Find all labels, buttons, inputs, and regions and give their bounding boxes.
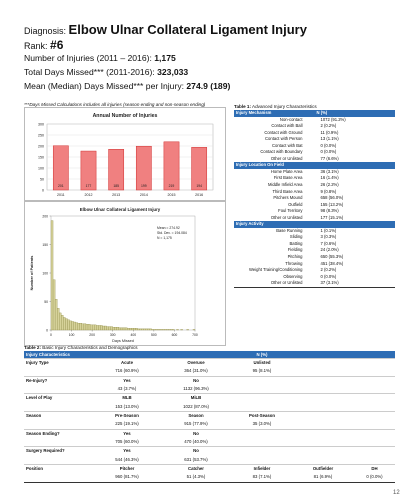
annual-injuries-chart-frame [24,107,226,201]
cell [292,385,354,394]
row-value: 2 (0.2%) [320,123,337,129]
characteristic-label: Surgery Required? [24,447,94,456]
position-values [24,473,395,482]
characteristic-label [24,456,94,465]
x-tick-label: 400 [130,333,137,337]
row-label: Fielding [287,247,303,253]
histogram-bar [84,324,86,330]
diagnosis-value: Elbow Ulnar Collateral Ligament Injury [68,22,307,37]
legend-entry: Std. Dev. = 194.084 [157,231,187,235]
histogram-bar [139,329,141,330]
x-tick-label: 2013 [112,193,121,197]
cell [354,447,395,456]
table-2-header-blank [160,351,232,359]
row-label: Middle Infield Area [268,182,303,188]
histogram-bar [70,321,72,330]
cell [354,359,395,368]
x-tick-label: 100 [68,333,75,337]
cell: Outfielder [292,465,354,474]
x-tick-label: 2015 [167,193,176,197]
characteristic-label: Season Ending? [24,429,94,438]
histogram-bar [61,315,63,330]
bar [164,142,179,190]
histogram-bar [51,221,53,330]
row-label: Batting [289,240,303,246]
season-ending-labels [24,429,395,438]
histogram-bar [152,329,154,330]
row-label: Contact with Bat [272,142,303,148]
y-tick-label: 200 [38,144,44,149]
cell: No [160,447,232,456]
y-tick-label: 100 [42,271,48,276]
injuries-line [24,53,176,63]
table-2-caption-text: Basic Injury Characteristics and Demographics [41,345,138,350]
histogram-bar [65,319,67,330]
x-tick-label: 0 [50,333,52,337]
histogram-bar [92,325,94,330]
histogram-bar [158,329,160,330]
cell [232,438,292,447]
row-value: 1 (0.1%) [320,227,337,233]
histogram-bar [98,325,100,330]
x-tick-label: 2016 [195,193,204,197]
table-2-header-blank [94,351,160,359]
histogram-bar [162,329,164,330]
histogram-bar [123,328,125,330]
days-value: 323,033 [157,67,189,77]
injuries-label: Number of Injuries (2011 – 2016): [24,53,152,63]
column-n-label: N (%) [315,110,396,117]
row-value: 0 (0.0%) [320,273,337,279]
cell [292,376,354,385]
injuries-value: 1,175 [154,53,176,63]
cell [232,429,292,438]
cell: No [160,376,232,385]
histogram-bar [80,323,82,330]
cell: 153 (13.0%) [115,403,139,409]
histogram-bar [67,320,69,330]
row-value: 37 (3.1%) [315,280,396,287]
x-tick-label: 500 [151,333,157,337]
y-tick-label: 100 [38,166,44,171]
histogram-bar [166,329,168,330]
histogram-bar [117,327,119,330]
cell: Pre-Season [94,412,160,421]
table-2-header-blank [354,351,395,359]
histogram-bar [115,327,117,330]
bar-value-label: 219 [168,184,175,188]
characteristic-label: Re-Injury? [24,376,94,385]
histogram-bar [88,324,90,330]
days-footnote: ***Days Missed Calculations includes all injuries (season ending and non-season ending) [24,102,206,107]
row-label: Observing [283,273,303,279]
cell [354,394,395,403]
x-tick-label: 2011 [56,193,65,197]
histogram-bar [172,329,174,330]
annual-injuries-chart [25,108,225,200]
histogram-bar [57,308,59,330]
cell: Season [160,412,232,421]
histogram-bar [119,328,121,330]
histogram-bar [135,328,137,330]
row-value: 36 (3.1%) [320,168,339,174]
histogram-bar [164,329,166,330]
table-2-header-blank [292,351,354,359]
mean-value: 274.9 (189) [186,81,231,91]
histogram-bar [160,329,162,330]
cell: Infielder [232,465,292,474]
row-value: 0 (0.0%) [320,149,337,155]
chart-title: Elbow Ulnar Collateral Ligament Injury [79,207,161,212]
row-label: Pitchers Mound [273,195,303,201]
histogram-bar [76,323,78,330]
cell: 83 (7.1%) [232,473,292,482]
cell: 705 (60.0%) [115,439,139,445]
cell [232,403,292,412]
row-label: Sliding [289,234,303,240]
table-1-caption-text: Advanced Injury Characteristics [251,104,317,109]
characteristic-label: Season [24,412,94,421]
y-tick-label: 250 [38,133,44,138]
row-value: 11 (0.9%) [320,129,339,135]
cell: MiLB [160,394,232,403]
histogram-bar [59,313,61,330]
diagnosis-line [24,22,307,37]
x-tick-label: 300 [109,333,116,337]
bar-value-label: 185 [113,184,120,188]
characteristic-label [24,385,94,394]
level-of-play-labels [24,394,395,403]
cell: 95 (8.1%) [252,368,272,374]
row-value: 13 (1.1%) [320,136,339,142]
page-number: 12 [393,490,400,496]
cell [354,403,395,412]
row-label: Weight Training/Conditioning [249,267,303,273]
cell [292,456,354,465]
cell [354,412,395,421]
y-tick-label: 50 [40,177,44,182]
section-label: Injury Activity [234,221,395,228]
cell [354,438,395,447]
histogram-bar [127,328,129,330]
cell: 225 (19.1%) [115,421,139,427]
cell: Overuse [160,359,232,368]
cell: No [160,429,232,438]
characteristic-label [24,473,94,482]
cell [292,447,354,456]
histogram-bar [78,323,80,330]
characteristic-label [24,367,94,376]
table-2-caption-number: Table 2: [24,345,42,350]
histogram-bar [137,329,139,330]
bar-value-label: 194 [196,184,203,188]
legend-entry: N = 1,175 [157,236,172,240]
rank-label: Rank: [24,41,48,51]
cell [292,403,354,412]
histogram-bar [131,328,133,330]
table-1-caption [234,104,395,109]
y-tick-label: 200 [42,214,48,219]
cell: 35 (3.0%) [252,421,272,427]
histogram-bar [125,328,127,330]
characteristic-label: Position [24,465,94,474]
cell: Yes [94,429,160,438]
cell: Acute [94,359,160,368]
table-2-header-row [24,351,395,359]
cell: Catcher [160,465,232,474]
days-missed-histogram-frame [24,201,226,346]
histogram-bar [170,329,172,330]
reinjury-labels [24,376,395,385]
cell [354,367,395,376]
cell: MLB [94,394,160,403]
cell: 364 (31.0%) [184,368,208,374]
row-value: 0 (0.0%) [320,142,337,148]
histogram-bar [86,324,88,330]
histogram-bar [104,326,106,330]
characteristic-label: Level of Play [24,394,94,403]
histogram-bar [150,329,152,330]
injury-type-values [24,367,395,376]
y-tick-label: 0 [42,188,44,193]
row-value: 2 (0.2%) [320,267,337,273]
cell [354,456,395,465]
cell [354,385,395,394]
row-label: Home Plate Area [270,168,303,174]
histogram-bar [156,329,158,330]
row-label: Contact with Boundary [260,149,303,155]
days-line [24,67,188,77]
characteristic-label [24,420,94,429]
cell [232,394,292,403]
row-label: Third Base Area [272,188,303,194]
y-tick-label: 300 [38,122,44,127]
table-2 [24,351,395,483]
cell [292,429,354,438]
cell [292,359,354,368]
table-1-grid [234,110,395,288]
cell [354,420,395,429]
cell: 716 (60.9%) [115,368,139,374]
y-tick-label: 0 [46,328,48,333]
histogram-bar [107,327,109,330]
rank-line [24,38,63,52]
row-label: Foul Territory [278,208,303,214]
cell [292,420,354,429]
reinjury-values [24,385,395,394]
x-tick-label: 700 [192,333,198,337]
mean-line [24,81,230,91]
row-value: 77 (6.6%) [320,155,339,161]
histogram-bar [72,321,74,330]
row-value: 155 (13.2%) [320,201,344,207]
x-tick-label: 2014 [139,193,148,197]
histogram-bar [129,328,131,330]
row-label: Outfield [288,201,303,207]
histogram-bar [187,329,189,330]
cell [354,376,395,385]
cell: 631 (53.7%) [184,456,208,462]
level-of-play-values [24,403,395,412]
cell: 544 (46.3%) [115,456,139,462]
row-value: 16 (1.4%) [320,175,339,181]
histogram-bar [82,324,84,330]
table-1 [234,104,395,288]
histogram-bar [90,325,92,330]
histogram-bar [102,326,104,330]
characteristic-label: Injury Type [24,359,94,368]
y-tick-label: 150 [38,155,44,160]
x-tick-label: 2012 [84,193,93,197]
y-tick-label: 50 [44,299,48,304]
histogram-bar [154,329,156,330]
cell [354,429,395,438]
row-value: 26 (2.2%) [320,182,339,188]
surgery-required-values [24,456,395,465]
row-label: Other or Unlisted [234,280,315,287]
days-missed-histogram [25,202,225,345]
row-label: Other or Unlisted [270,155,303,161]
histogram-bar [109,327,111,330]
bar-value-label: 199 [140,184,147,188]
section-label: Injury Location On Field [234,162,395,169]
histogram-bar [74,322,76,330]
table-2-header-n: N (%) [232,351,292,359]
row-value: 451 (38.4%) [320,260,344,266]
cell: 0 (0.0%) [354,473,395,482]
row-value: 658 (56.0%) [320,195,344,201]
season-ending-values [24,438,395,447]
bar-value-label: 201 [57,184,64,188]
histogram-bar [96,325,98,330]
y-tick-label: 150 [42,242,48,247]
surgery-required-labels [24,447,395,456]
cell: 1132 (96.3%) [183,386,209,392]
characteristic-label [24,438,94,447]
cell [232,447,292,456]
histogram-bar [193,329,195,330]
season-labels [24,412,395,421]
histogram-bar [181,329,183,330]
x-tick-label: 200 [89,333,95,337]
row-label: Contact with Ground [264,129,303,135]
season-values [24,420,395,429]
cell: Unlisted [232,359,292,368]
position-labels [24,465,395,474]
cell: Yes [94,447,160,456]
legend-entry: Mean = 274.92 [157,226,180,230]
histogram-bar [53,280,55,330]
cell [232,385,292,394]
bar-value-label: 177 [85,184,92,188]
cell: 51 (4.3%) [160,473,232,482]
histogram-bar [133,328,135,330]
cell: 915 (77.9%) [184,421,208,427]
table-1-caption-number: Table 1: [234,104,252,109]
row-label: Contact with Ball [271,123,303,129]
row-value: 1072 (91.2%) [320,116,346,122]
cell: 960 (81.7%) [94,473,160,482]
row-label: Contact with Person [265,136,303,142]
cell: Pitcher [94,465,160,474]
histogram-bar [94,325,96,330]
row-label: Non-contact [279,116,303,122]
row-value: 24 (2.0%) [320,247,339,253]
days-label: Total Days Missed*** (2011-2016): [24,67,155,77]
cell: 81 (6.9%) [292,473,354,482]
histogram-bar [121,328,123,330]
row-label: Pitching [287,254,303,260]
cell [292,438,354,447]
row-label: Other or Unlisted [270,214,303,220]
histogram-bar [55,299,57,330]
row-label: Throwing [285,260,303,266]
row-value: 650 (55.3%) [320,254,344,260]
histogram-bar [100,325,102,330]
mean-label: Mean (Median) Days Missed*** per Injury: [24,81,184,91]
cell: 470 (40.0%) [184,439,208,445]
diagnosis-label: Diagnosis: [24,26,67,36]
cell [292,412,354,421]
cell [232,456,292,465]
histogram-bar [146,329,148,330]
x-axis-label: Days Missed [112,339,134,343]
x-tick-label: 600 [171,333,178,337]
rank-value: #6 [50,38,64,52]
characteristic-label [24,403,94,412]
table-2-header-label: Injury Characteristics [24,351,94,359]
section-label: Injury Mechanism [234,110,315,117]
injury-type-labels [24,359,395,368]
activity-row [234,280,395,287]
histogram-bar [111,327,113,330]
row-label: First Base Area [273,175,303,181]
cell [292,367,354,376]
table-2-caption [24,345,138,350]
histogram-bar [144,329,146,330]
histogram-bar [176,329,178,330]
histogram-bar [142,329,144,330]
cell: DH [354,465,395,474]
row-value: 9 (0.8%) [320,188,337,194]
cell: 43 (3.7%) [117,386,137,392]
cell: Yes [94,376,160,385]
histogram-bar [63,317,65,330]
row-value: 7 (0.6%) [320,240,337,246]
cell [232,376,292,385]
row-value: 177 (15.1%) [320,214,344,220]
histogram-bar [168,329,170,330]
row-value: 3 (0.3%) [320,234,337,240]
histogram-bar [148,329,150,330]
cell: Post-Season [232,412,292,421]
row-label: Base Running [276,227,303,233]
cell [292,394,354,403]
cell: 1022 (87.0%) [183,403,209,409]
chart-title: Annual Number of Injuries [92,113,158,119]
row-value: 98 (8.3%) [320,208,339,214]
histogram-bar [113,327,115,330]
y-axis-label: Number of Patients [30,255,34,291]
